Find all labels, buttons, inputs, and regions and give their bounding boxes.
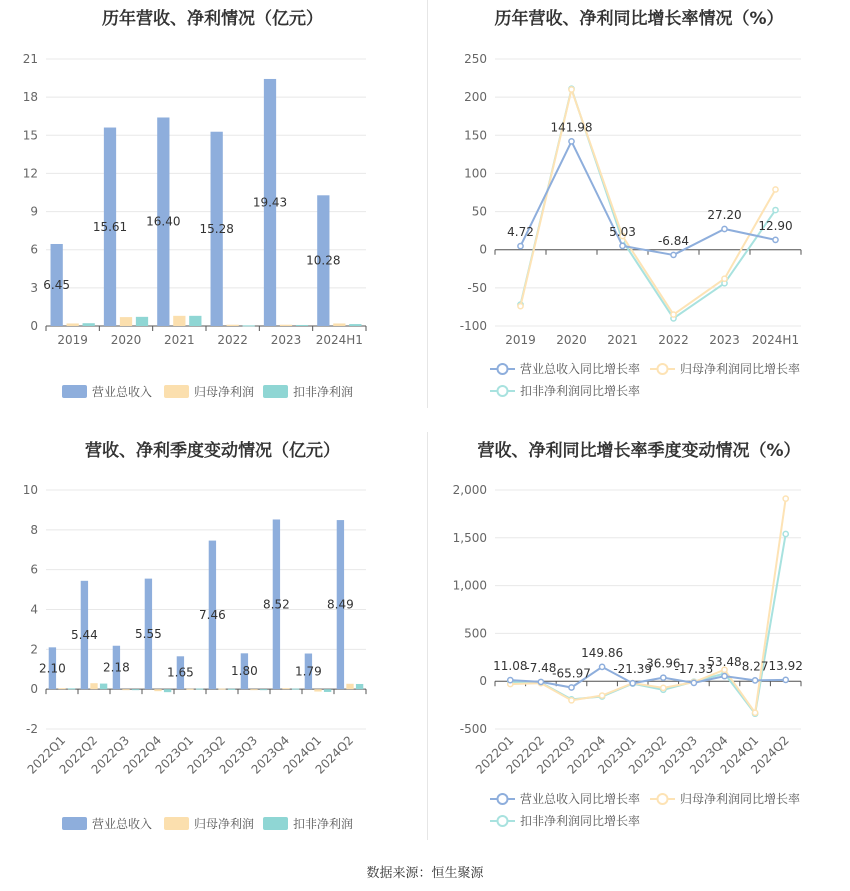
data-label: 10.28 <box>306 253 341 268</box>
data-point <box>773 237 778 242</box>
data-point <box>783 496 788 501</box>
x-tick-label: 2022Q4 <box>120 733 165 777</box>
data-point <box>569 139 574 144</box>
x-tick-label: 2019 <box>57 333 88 347</box>
data-point <box>569 698 574 703</box>
legend-label: 扣非净利润 <box>293 817 354 831</box>
y-tick-label: 18 <box>22 90 38 105</box>
legend-marker <box>498 816 508 826</box>
y-tick-label: 15 <box>22 128 38 143</box>
data-label: 12.90 <box>758 218 793 233</box>
y-tick-label: -50 <box>467 280 487 295</box>
quarterly-growth-rate-chart <box>428 432 850 852</box>
legend-label: 营业总收入 <box>92 385 153 399</box>
bar-net-profit <box>282 688 289 689</box>
x-tick-label: 2022Q2 <box>56 733 101 777</box>
chart-title: 历年营收、净利情况（亿元） <box>102 9 323 29</box>
bar-net-profit <box>314 689 321 691</box>
bar-net-profit <box>227 325 239 326</box>
legend-label: 归母净利润同比增长率 <box>680 362 801 376</box>
data-point <box>620 243 625 248</box>
y-tick-label: 0 <box>479 242 487 257</box>
legend-label: 归母净利润 <box>194 817 255 831</box>
legend-swatch <box>164 385 189 398</box>
legend-marker <box>498 364 508 374</box>
bar-net-profit <box>173 316 185 326</box>
y-tick-label: 1,500 <box>452 530 487 545</box>
y-tick-label: 150 <box>464 128 487 143</box>
data-point <box>630 681 635 686</box>
chart-title: 营收、净利同比增长率季度变动情况（%） <box>477 441 801 461</box>
data-label: 5.44 <box>71 627 98 642</box>
data-point <box>600 664 605 669</box>
data-label: 2.18 <box>103 660 130 675</box>
x-tick-label: 2023 <box>709 333 740 347</box>
bar-deducted-profit <box>243 325 255 326</box>
bar-deducted-profit <box>196 689 203 690</box>
data-point <box>518 304 523 309</box>
chart-svg <box>0 432 425 852</box>
bar-deducted-profit <box>189 316 201 326</box>
x-tick-label: 2023Q3 <box>216 733 261 777</box>
quarterly-revenue-profit-chart <box>0 432 425 852</box>
bar-deducted-profit <box>260 689 267 690</box>
y-tick-label: 1,000 <box>452 578 487 593</box>
bar-deducted-profit <box>296 325 308 326</box>
legend-swatch <box>62 817 87 830</box>
legend-swatch <box>263 385 288 398</box>
annual-growth-rate-chart <box>428 0 850 410</box>
bar-deducted-profit <box>228 689 235 690</box>
x-tick-label: 2024Q1 <box>280 733 325 777</box>
bar-net-profit <box>280 325 292 326</box>
data-point <box>753 678 758 683</box>
data-label: 15.61 <box>92 219 128 234</box>
x-tick-label: 2024H1 <box>315 333 363 347</box>
bar-net-profit <box>90 683 97 689</box>
bar-net-profit <box>186 689 193 690</box>
y-tick-label: 4 <box>30 602 38 617</box>
data-point <box>783 677 788 682</box>
data-point <box>508 678 513 683</box>
y-tick-label: -500 <box>459 722 487 736</box>
legend-swatch <box>263 817 288 830</box>
data-label: 1.65 <box>167 665 194 680</box>
y-tick-label: -100 <box>459 319 487 333</box>
y-tick-label: 0 <box>30 319 38 333</box>
data-label: 15.28 <box>199 221 234 236</box>
x-tick-label: 2023Q2 <box>184 733 229 777</box>
legend-label: 扣非净利润 <box>293 385 354 399</box>
y-tick-label: 12 <box>22 166 38 181</box>
series-line <box>521 141 776 255</box>
x-tick-label: 2023Q1 <box>595 733 639 777</box>
bar-deducted-profit <box>292 689 299 690</box>
bar-net-profit <box>122 689 129 690</box>
bar-net-profit <box>333 323 345 326</box>
data-source-note: 数据来源：恒生聚源 <box>366 866 484 881</box>
data-label: 149.86 <box>581 645 624 660</box>
chart-svg <box>0 0 425 410</box>
data-label: 1.80 <box>231 664 258 679</box>
data-label: 5.03 <box>609 224 636 239</box>
data-label: 141.98 <box>550 120 593 135</box>
y-tick-label: 200 <box>464 90 487 105</box>
bar-deducted-profit <box>324 689 331 692</box>
data-label: 6.45 <box>43 277 71 292</box>
y-tick-label: 100 <box>464 166 487 181</box>
bar-deducted-profit <box>68 688 75 689</box>
bar-net-profit <box>67 323 79 326</box>
y-tick-label: 2,000 <box>452 483 487 497</box>
data-label: 36.96 <box>646 656 681 671</box>
legend-label: 扣非净利润同比增长率 <box>520 384 641 398</box>
x-tick-label: 2021 <box>164 333 195 347</box>
x-tick-label: 2019 <box>505 333 536 347</box>
y-tick-label: 3 <box>30 280 38 295</box>
data-point <box>753 710 758 715</box>
legend-label: 营业总收入同比增长率 <box>520 792 641 806</box>
x-tick-label: 2022Q3 <box>534 733 578 777</box>
data-label: -17.33 <box>674 661 714 676</box>
y-tick-label: 21 <box>22 52 38 66</box>
chart-title: 历年营收、净利同比增长率情况（%） <box>494 9 784 29</box>
legend-swatch <box>62 385 87 398</box>
data-label: -21.39 <box>613 662 653 677</box>
data-label: 8.52 <box>263 597 290 612</box>
bar-net-profit <box>218 689 225 690</box>
data-label: 11.08 <box>493 659 528 674</box>
data-point <box>661 685 666 690</box>
x-tick-label: 2023Q3 <box>656 733 701 777</box>
chart-svg <box>428 0 850 410</box>
x-tick-label: 2023Q1 <box>152 733 197 777</box>
x-tick-label: 2020 <box>110 333 142 347</box>
data-point <box>518 244 523 249</box>
x-tick-label: 2022Q4 <box>564 733 609 777</box>
data-point <box>569 685 574 690</box>
x-tick-label: 2020 <box>556 333 587 347</box>
bar-net-profit <box>250 689 257 690</box>
data-point <box>722 673 727 678</box>
data-label: 8.27 <box>741 659 769 674</box>
data-point <box>671 312 676 317</box>
bar-deducted-profit <box>356 684 363 689</box>
x-tick-label: 2024Q2 <box>748 733 792 777</box>
x-tick-label: 2023Q4 <box>248 733 293 777</box>
bar-deducted-profit <box>136 317 148 326</box>
bar-net-profit <box>58 688 65 689</box>
y-tick-label: 50 <box>471 204 487 219</box>
legend-marker <box>658 794 668 804</box>
bar-net-profit <box>154 689 161 691</box>
bar-net-profit <box>120 317 132 326</box>
x-tick-label: 2022Q1 <box>24 733 69 777</box>
x-tick-label: 2022 <box>658 333 689 347</box>
y-tick-label: 6 <box>30 242 38 257</box>
y-tick-label: 0 <box>30 682 38 697</box>
x-tick-label: 2024Q1 <box>717 733 762 777</box>
data-point <box>773 207 778 212</box>
data-label: 1.79 <box>295 664 322 679</box>
legend-label: 扣非净利润同比增长率 <box>520 814 641 828</box>
y-tick-label: 0 <box>479 674 487 689</box>
x-tick-label: 2022Q3 <box>88 733 133 777</box>
data-point <box>671 252 676 257</box>
data-point <box>538 679 543 684</box>
data-label: -65.97 <box>552 666 591 681</box>
data-label: 13.92 <box>768 658 803 673</box>
x-tick-label: 2022 <box>217 333 248 347</box>
data-label: -6.84 <box>657 233 690 248</box>
bar-deducted-profit <box>164 689 171 692</box>
legend-swatch <box>164 817 189 830</box>
data-label: -7.48 <box>525 660 557 675</box>
chart-svg <box>428 432 850 852</box>
x-tick-label: 2024H1 <box>751 333 800 347</box>
data-point <box>600 693 605 698</box>
data-label: 8.49 <box>327 597 354 612</box>
data-label: 53.48 <box>707 655 742 670</box>
x-tick-label: 2021 <box>607 333 638 347</box>
data-point <box>773 187 778 192</box>
y-tick-label: 250 <box>464 52 487 66</box>
legend-label: 营业总收入同比增长率 <box>520 362 641 376</box>
legend-marker <box>498 794 508 804</box>
bar-deducted-profit <box>132 689 139 690</box>
data-label: 16.40 <box>146 214 181 229</box>
data-label: 7.46 <box>199 607 226 622</box>
data-point <box>722 226 727 231</box>
x-tick-label: 2023 <box>270 333 302 347</box>
chart-title: 营收、净利季度变动情况（亿元） <box>85 441 340 461</box>
x-tick-label: 2023Q2 <box>625 733 670 777</box>
data-label: 4.72 <box>507 225 534 240</box>
bar-net-profit <box>346 684 353 689</box>
series-line <box>510 534 785 714</box>
y-tick-label: 2 <box>30 642 38 657</box>
data-label: 2.10 <box>39 661 66 676</box>
data-point <box>783 531 788 536</box>
annual-revenue-profit-chart <box>0 0 425 410</box>
data-point <box>691 680 696 685</box>
data-label: 27.20 <box>707 207 742 222</box>
x-tick-label: 2024Q2 <box>312 733 357 777</box>
x-tick-label: 2022Q1 <box>472 733 517 777</box>
legend-label: 营业总收入 <box>92 817 153 831</box>
bar-deducted-profit <box>83 323 95 326</box>
data-point <box>722 276 727 281</box>
y-tick-label: 9 <box>30 204 38 219</box>
y-tick-label: 10 <box>22 483 38 497</box>
y-tick-label: 500 <box>464 626 487 641</box>
data-point <box>569 87 574 92</box>
x-tick-label: 2022Q2 <box>503 733 548 777</box>
data-point <box>661 675 666 680</box>
y-tick-label: 6 <box>30 562 38 577</box>
data-label: 19.43 <box>252 195 288 210</box>
legend-label: 归母净利润 <box>194 385 255 399</box>
bar-deducted-profit <box>349 324 361 326</box>
bar-deducted-profit <box>100 684 107 690</box>
legend-marker <box>498 386 508 396</box>
x-tick-label: 2023Q4 <box>687 733 731 777</box>
y-tick-label: 8 <box>30 522 38 537</box>
legend-label: 归母净利润同比增长率 <box>680 792 801 806</box>
legend-marker <box>658 364 668 374</box>
data-label: 5.55 <box>135 626 162 641</box>
y-tick-label: -2 <box>26 722 38 736</box>
